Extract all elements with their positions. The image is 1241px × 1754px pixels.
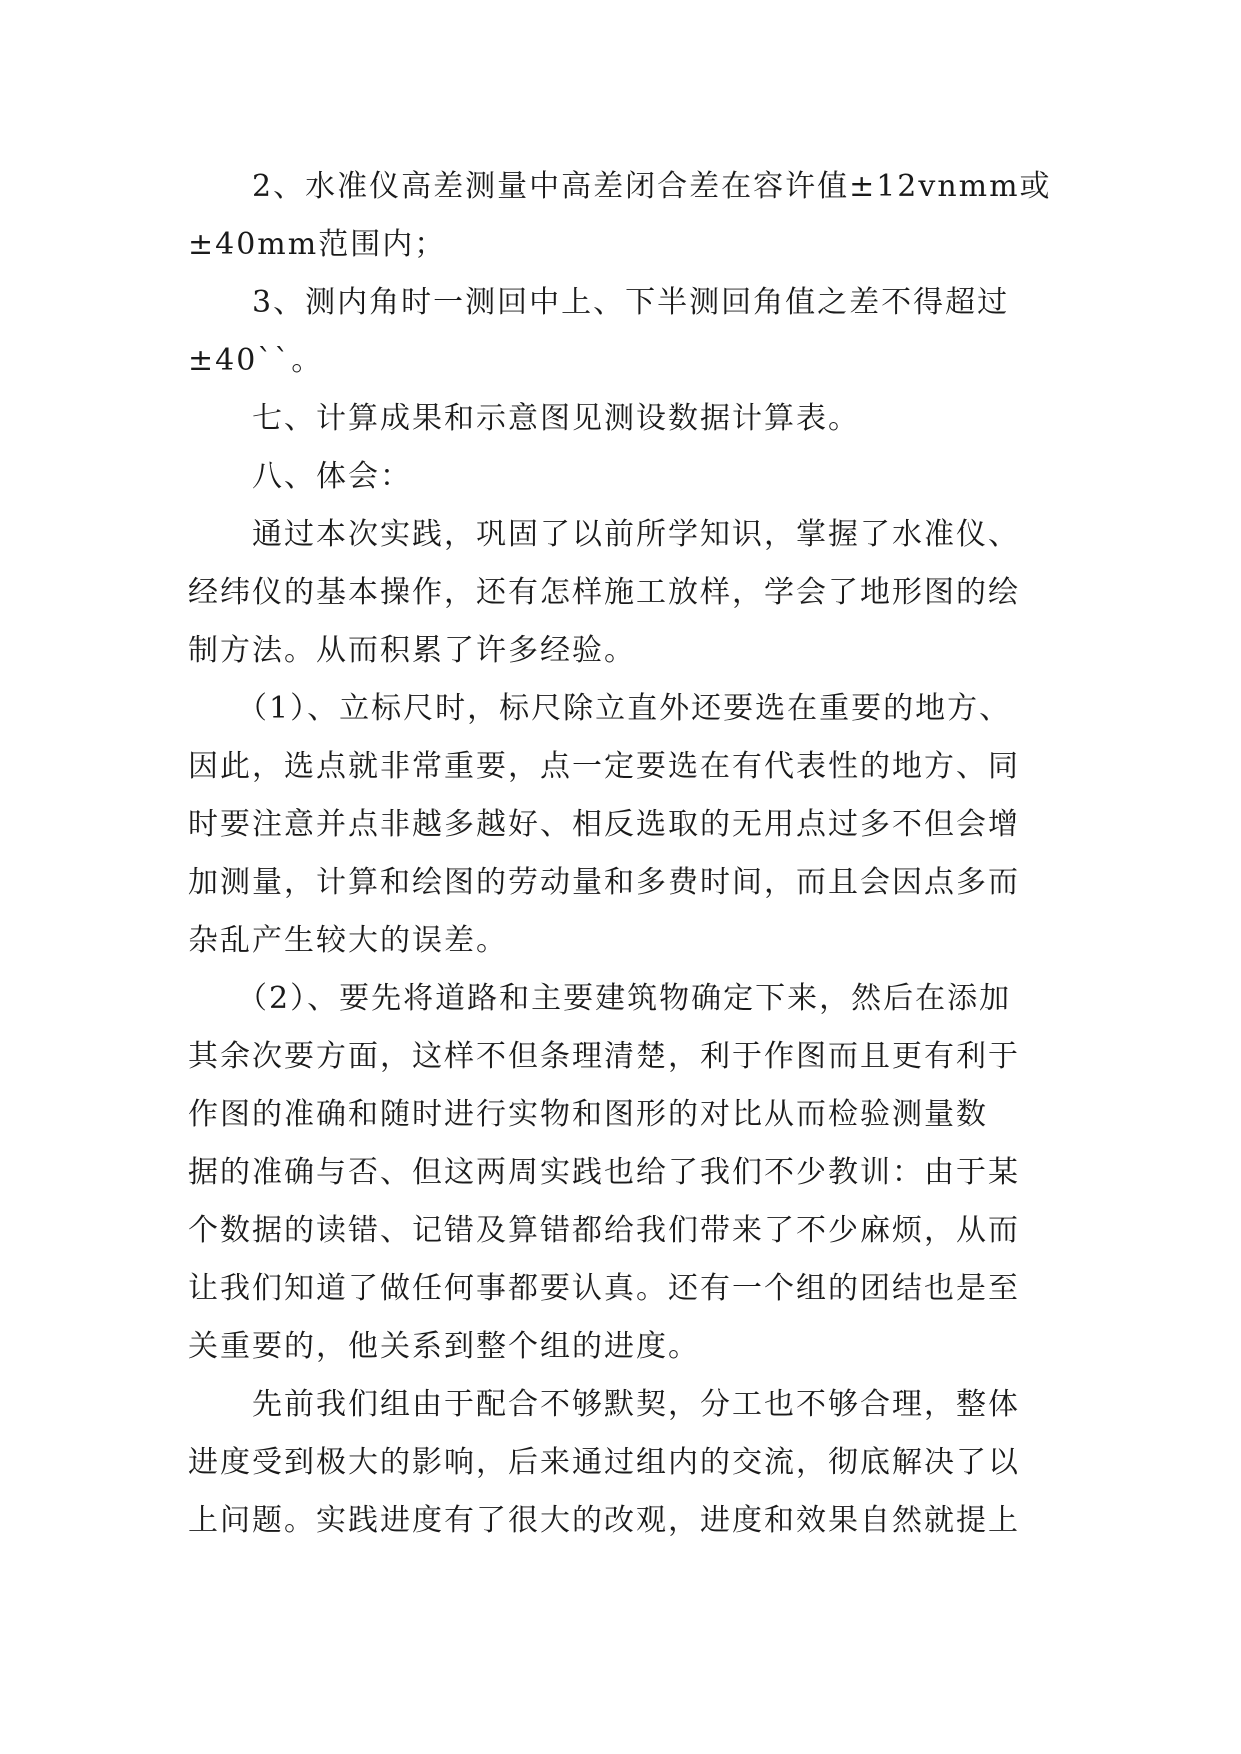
text-line: ±40mm范围内；: [188, 227, 447, 262]
text-line: （1）、立标尺时，标尺除立直外还要选在重要的地方、: [188, 691, 1012, 726]
text-line: 制方法。从而积累了许多经验。: [188, 633, 636, 668]
text-line: 加测量，计算和绘图的劳动量和多费时间，而且会因点多而: [188, 865, 1020, 900]
text-line: 时要注意并点非越多越好、相反选取的无用点过多不但会增: [188, 807, 1020, 842]
section-heading: 七、计算成果和示意图见测设数据计算表。: [188, 401, 860, 436]
text-line: 杂乱产生较大的误差。: [188, 923, 508, 958]
text-line: 让我们知道了做任何事都要认真。还有一个组的团结也是至: [188, 1271, 1020, 1306]
section-heading: 八、体会：: [188, 459, 412, 494]
text-line: ±40``。: [188, 343, 324, 378]
text-line: 经纬仪的基本操作，还有怎样施工放样，学会了地形图的绘: [188, 575, 1020, 610]
text-line: 据的准确与否、但这两周实践也给了我们不少教训：由于某: [188, 1155, 1020, 1190]
text-line: 上问题。实践进度有了很大的改观，进度和效果自然就提上: [188, 1503, 1020, 1538]
text-line: 关重要的，他关系到整个组的进度。: [188, 1329, 700, 1364]
text-line: 2、水准仪高差测量中高差闭合差在容许值±12vnmm或: [188, 169, 1052, 204]
text-line: （2）、要先将道路和主要建筑物确定下来，然后在添加: [188, 981, 1012, 1016]
text-line: 作图的准确和随时进行实物和图形的对比从而检验测量数: [188, 1097, 988, 1132]
text-line: 3、测内角时一测回中上、下半测回角值之差不得超过: [188, 285, 1010, 320]
text-line: 通过本次实践，巩固了以前所学知识，掌握了水准仪、: [188, 517, 1020, 552]
body-text: [188, 158, 1068, 1550]
text-line: 个数据的读错、记错及算错都给我们带来了不少麻烦，从而: [188, 1213, 1020, 1248]
text-line: 进度受到极大的影响，后来通过组内的交流，彻底解决了以: [188, 1445, 1020, 1480]
text-line: 因此，选点就非常重要，点一定要选在有代表性的地方、同: [188, 749, 1020, 784]
text-line: 先前我们组由于配合不够默契，分工也不够合理，整体: [188, 1387, 1020, 1422]
text-line: 其余次要方面，这样不但条理清楚，利于作图而且更有利于: [188, 1039, 1020, 1074]
